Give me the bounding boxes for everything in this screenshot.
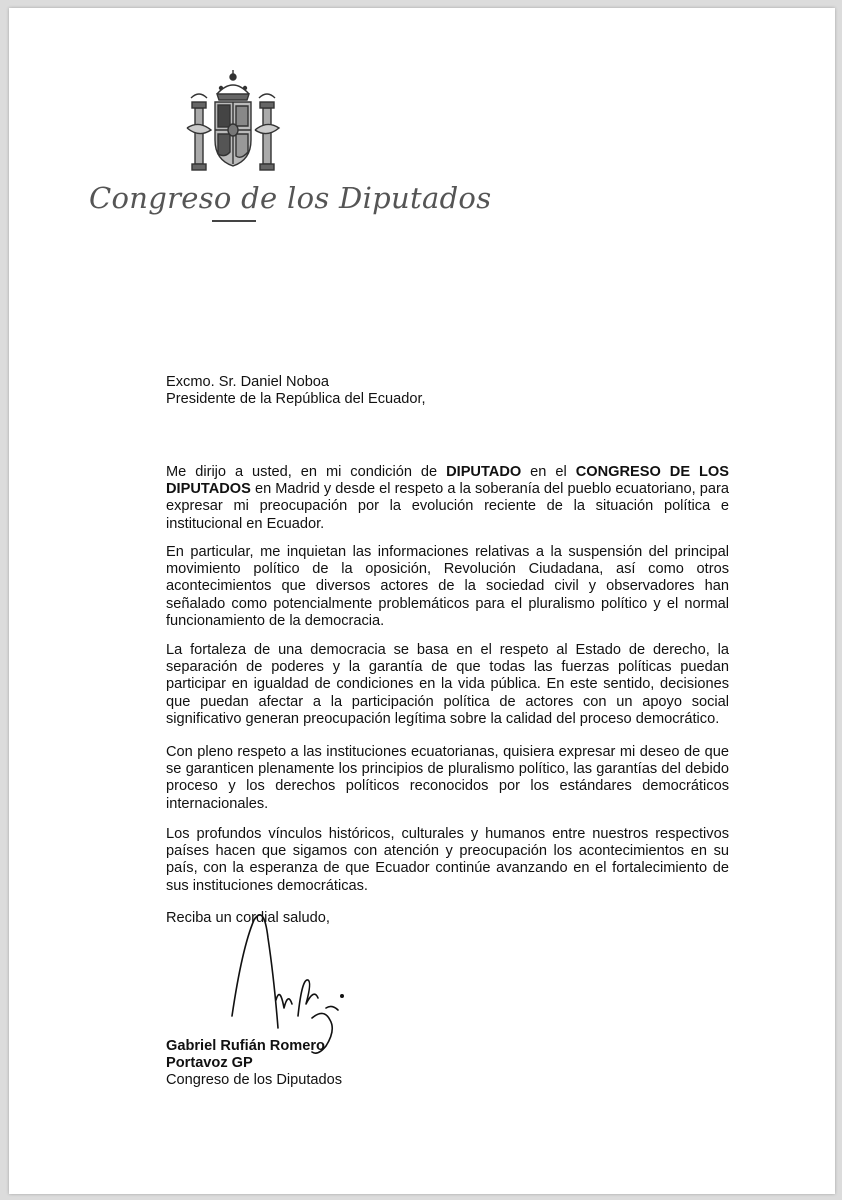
paragraph-5: Los profundos vínculos históricos, culturales y humanos entre nuestros respectivos países hacen que sigamos con atención y preocupación los acontecimientos en su país, con la esperanza de que Ecuador continúe avanzando en el fortalecimiento de sus instituciones democráticas. bbox=[166, 826, 729, 894]
addressee-name: Excmo. Sr. Daniel Noboa bbox=[166, 374, 330, 390]
paragraph-1-bold-a: DIPUTADO bbox=[446, 464, 522, 480]
paragraph-1-text-c: en Madrid y desde el respeto a la soberanía del pueblo ecuatoriano, para expresar mi preocupación por la evolución reciente de la situación política e institucional en Ecuador. bbox=[166, 481, 729, 532]
signatory-name: Gabriel Rufián Romero bbox=[166, 1038, 325, 1054]
closing-line: Reciba un cordial saludo, bbox=[166, 910, 330, 926]
addressee-block bbox=[166, 374, 729, 408]
letter-page bbox=[9, 8, 835, 1194]
coat-of-arms-icon bbox=[181, 68, 285, 176]
signatory-role: Portavoz GP bbox=[166, 1055, 253, 1072]
paragraph-3: La fortaleza de una democracia se basa en el respeto al Estado de derecho, la separación de poderes y la garantía de que todas las fuerzas políticas puedan participar en igualdad de condiciones en la vida pública. En este sentido, decisiones que puedan afectar a la participación política de actores con un apoyo social significativo generan preocupación legítima sobre la calidad del proceso democrático. bbox=[166, 642, 729, 727]
paragraph-1-bold-b: CONGRESO DE LOS DIPUTADOS bbox=[166, 464, 729, 498]
paragraph-1 bbox=[166, 464, 729, 533]
handwritten-signature-icon bbox=[214, 908, 364, 1058]
letterhead-rule bbox=[212, 220, 256, 222]
paragraph-4: Con pleno respeto a las instituciones ecuatorianas, quisiera expresar mi deseo de que se garanticen plenamente los principios de pluralismo político, las garantías del debido proceso y los derechos políticos reconocidos por los estándares democráticos internacionales. bbox=[166, 744, 729, 812]
paragraph-2: En particular, me inquietan las informaciones relativas a la suspensión del principal movimiento político de la oposición, Revolución Ciudadana, así como otros acontecimientos que diversos actores de la sociedad civil y observadores han señalado como potencialmente problemáticos para el pluralismo político y el normal funcionamiento de la democracia. bbox=[166, 544, 729, 629]
signatory-institution: Congreso de los Diputados bbox=[166, 1072, 343, 1089]
addressee-title: Presidente de la República del Ecuador, bbox=[166, 391, 426, 408]
paragraph-1-text-b: en el bbox=[521, 464, 576, 480]
paragraph-1-text-a: Me dirijo a usted, en mi condición de bbox=[166, 464, 447, 480]
institution-letterhead: Congreso de los Diputados bbox=[89, 181, 492, 215]
signatory-block bbox=[166, 1038, 729, 1090]
